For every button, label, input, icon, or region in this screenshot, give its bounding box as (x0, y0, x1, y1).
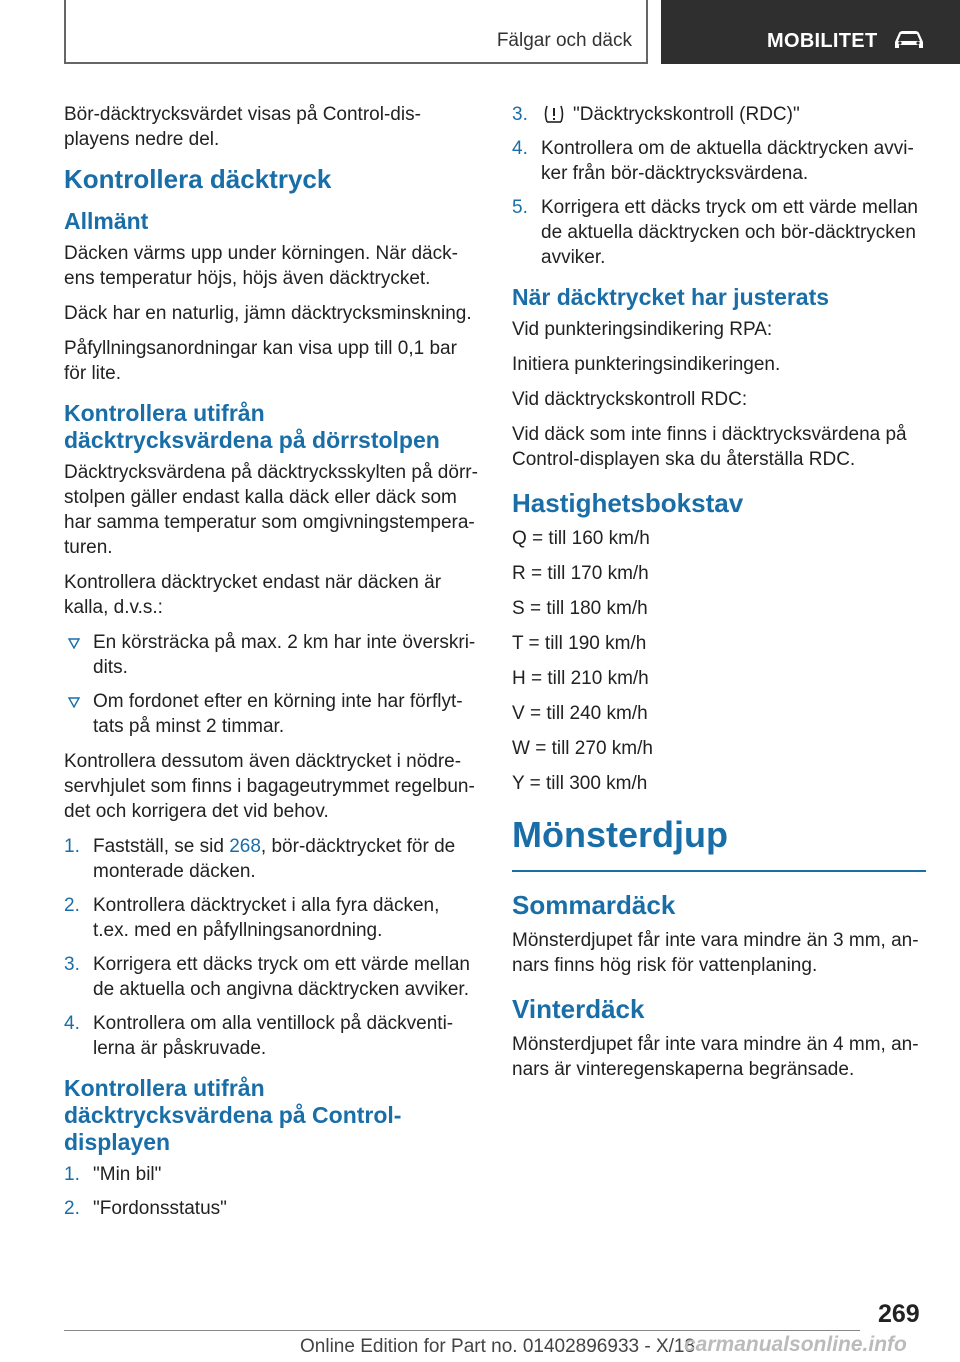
list-item: 1. "Min bil" (64, 1164, 162, 1185)
adjusted-paragraph: Vid punkteringsindikering RPA: (512, 319, 773, 340)
doorpost-paragraph: Kontrollera dessutom även däcktrycket i nödre-servhjulet som finns i bagageutrymmet regelbun-det och korrigera det vid behov. (64, 751, 475, 822)
list-item: Om fordonet efter en körning inte har förflyt-tats på minst 2 timmar. (64, 689, 478, 739)
speed-row: S = till 180 km/h (512, 598, 648, 619)
header-chapter-box (661, 0, 960, 64)
section-title: Fälgar och däck (496, 30, 632, 51)
winter-paragraph: Mönsterdjupet får inte vara mindre än 4 mm, an-nars är vinteregenskaperna begränsade. (512, 1034, 919, 1080)
triangle-bullet-icon (68, 697, 80, 708)
list-item: 4. Kontrollera om de aktuella däcktrycken avvi-ker från bör-däcktrycksvärdena. (512, 138, 914, 184)
heading-after-adjust: När däcktrycket har justerats (512, 284, 830, 310)
watermark-logo: carmanualsonline.info (684, 1333, 907, 1356)
list-item: 3. Korrigera ett däcks tryck om ett värde mellan de aktuella och angivna däcktrycken avviker. (64, 954, 470, 1000)
list-item: 2. "Fordonsstatus" (64, 1198, 227, 1219)
footer-divider (64, 1330, 860, 1331)
display-steps-list-continued (512, 102, 926, 270)
adjusted-paragraph: Initiera punkteringsindikeringen. (512, 354, 781, 375)
triangle-bullet-icon (68, 638, 80, 649)
list-item: En körsträcka på max. 2 km har inte överskri-dits. (64, 630, 478, 680)
left-column (64, 102, 478, 1231)
doorpost-paragraph: Kontrollera däcktrycket endast när däcken är kalla, d.v.s.: (64, 572, 442, 618)
heading-tread-depth: Mönsterdjup (512, 814, 926, 872)
adjusted-paragraph: Vid däcktryckskontroll RDC: (512, 389, 748, 410)
heading-doorpost: Kontrollera utifrån däcktrycksvärdena på dörrstolpen (64, 400, 440, 453)
heading-check-pressure: Kontrollera däcktryck (64, 164, 332, 194)
general-paragraph: Påfyllningsanordningar kan visa upp till 0,1 bar för lite. (64, 338, 457, 384)
list-item: 5. Korrigera ett däcks tryck om ett värde mellan de aktuella däcktrycken och bör-däcktrycken avviker. (512, 197, 918, 268)
list-item: 1. Fastställ, se sid 268, bör-däcktrycket för de monterade däcken. (64, 836, 456, 882)
general-paragraph: Däcken värms upp under körningen. När däck-ens temperatur höjs, höjs även däcktrycket. (64, 243, 458, 289)
chapter-title: MOBILITET (767, 30, 878, 52)
page-number: 269 (878, 1300, 920, 1328)
heading-speed-rating: Hastighetsbokstav (512, 488, 744, 518)
intro-text: Bör-däcktrycksvärdet visas på Control-dis-playens nedre del. (64, 104, 421, 150)
display-steps-list (64, 1162, 478, 1221)
steps-list (64, 834, 478, 1061)
general-paragraph: Däck har en naturlig, jämn däcktrycksminskning. (64, 303, 472, 324)
speed-row: Y = till 300 km/h (512, 773, 648, 794)
right-column (512, 102, 926, 1092)
list-item: 4. Kontrollera om alla ventillock på däckventi-lerna är påskruvade. (64, 1013, 454, 1059)
heading-summer-tires: Sommardäck (512, 890, 676, 920)
footer-edition: Online Edition for Part no. 01402896933 - X/18 (300, 1336, 696, 1357)
heading-general: Allmänt (64, 208, 149, 234)
speed-row: W = till 270 km/h (512, 738, 653, 759)
page-link[interactable]: 268 (229, 836, 261, 857)
speed-row: R = till 170 km/h (512, 563, 649, 584)
list-item: 2. Kontrollera däcktrycket i alla fyra däcken, t.ex. med en påfyllningsanordning. (64, 895, 440, 941)
tire-pressure-warning-icon (543, 104, 565, 124)
speed-row: T = till 190 km/h (512, 633, 647, 654)
heading-control-display: Kontrollera utifrån däcktrycksvärdena på Control-displayen (64, 1075, 402, 1155)
bullet-list (64, 630, 478, 739)
heading-winter-tires: Vinterdäck (512, 994, 645, 1024)
speed-row: H = till 210 km/h (512, 668, 649, 689)
header-section-box (64, 0, 648, 64)
doorpost-paragraph: Däcktrycksvärdena på däcktrycksskylten på dörr-stolpen gäller endast kalla däck eller däck som har samma temperatur som omgivningstempera-turen. (64, 462, 478, 558)
adjusted-paragraph: Vid däck som inte finns i däcktrycksvärdena på Control-displayen ska du återställa RDC. (512, 424, 907, 470)
speed-row: Q = till 160 km/h (512, 528, 650, 549)
speed-row: V = till 240 km/h (512, 703, 648, 724)
summer-paragraph: Mönsterdjupet får inte vara mindre än 3 mm, an-nars finns hög risk för vattenplaning. (512, 930, 919, 976)
car-icon (891, 28, 927, 52)
list-item: 3. "Däcktryckskontroll (RDC)" (512, 104, 800, 125)
